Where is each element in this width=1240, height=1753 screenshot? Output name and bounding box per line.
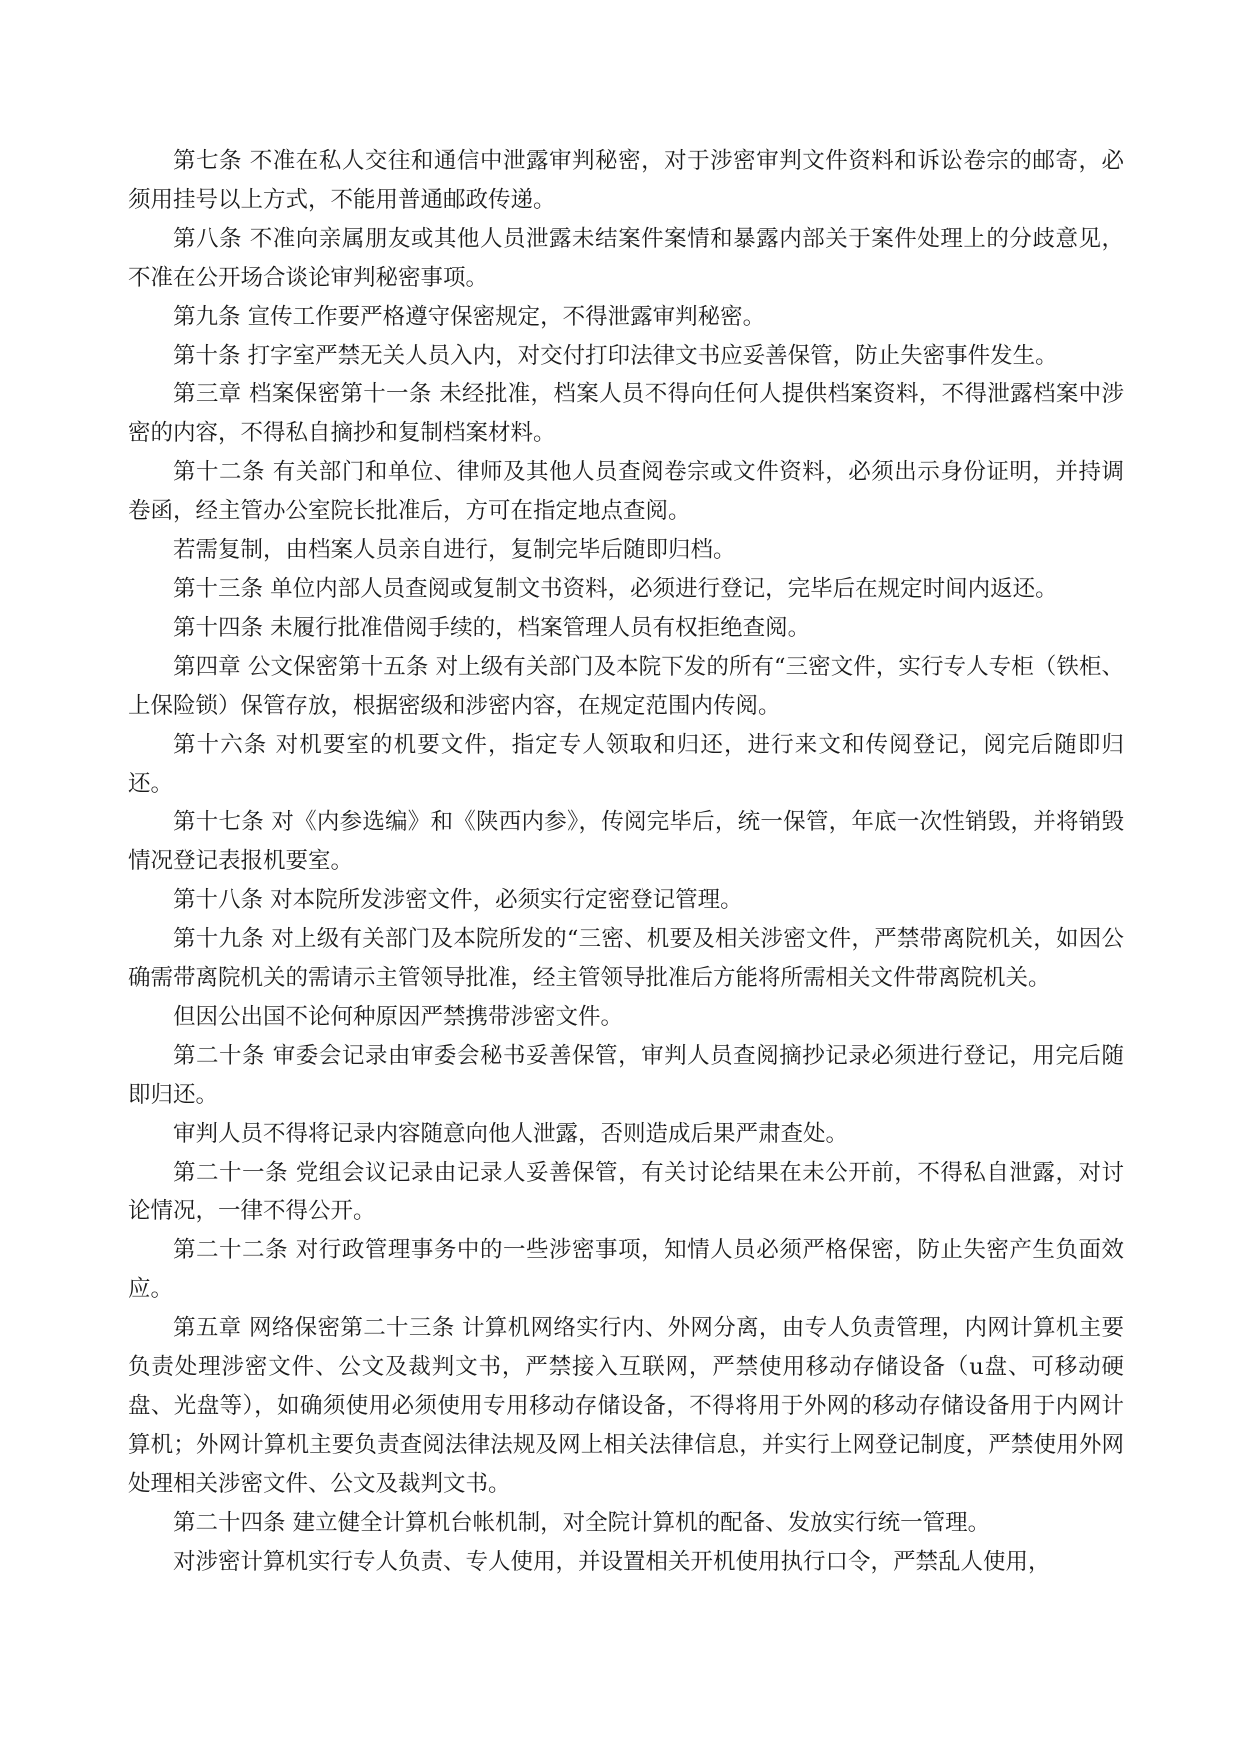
paragraph-article-24: 第二十四条 建立健全计算机台帐机制，对全院计算机的配备、发放实行统一管理。 [173,1509,991,1536]
paragraph-article-13: 第十三条 单位内部人员查阅或复制文书资料，必须进行登记，完毕后在规定时间内返还。 [173,575,1058,602]
paragraph-article-24-computers: 对涉密计算机实行专人负责、专人使用，并设置相关开机使用执行口令，严禁乱人使用， [173,1548,1051,1575]
paragraph-article-21: 第二十一条 党组会议记录由记录人妥善保管，有关讨论结果在未公开前，不得私自泄露，对讨论情况，一律不得公开。 [128,1159,1124,1225]
paragraph-article-18: 第十八条 对本院所发涉密文件，必须实行定密登记管理。 [173,887,743,914]
paragraph-article-19: 第十九条 对上级有关部门及本院所发的“三密、机要及相关涉密文件，严禁带离院机关，如因公确需带离院机关的需请示主管领导批准，经主管领导批准后方能将所需相关文件带离院机关。 [128,926,1124,992]
paragraph-article-9: 第九条 宣传工作要严格遵守保密规定，不得泄露审判秘密。 [173,303,766,330]
paragraph-article-22: 第二十二条 对行政管理事务中的一些涉密事项，知情人员必须严格保密，防止失密产生负面效应。 [128,1237,1124,1303]
document-body [128,142,1124,1582]
paragraph-chapter-4-article-15: 第四章 公文保密第十五条 对上级有关部门及本院下发的所有“三密文件，实行专人专柜（铁柜、上保险锁）保管存放，根据密级和涉密内容，在规定范围内传阅。 [128,653,1124,719]
paragraph-article-12-copy: 若需复制，由档案人员亲自进行，复制完毕后随即归档。 [173,537,736,564]
paragraph-article-19-abroad: 但因公出国不论何种原因严禁携带涉密文件。 [173,1003,624,1030]
paragraph-chapter-3-article-11: 第三章 档案保密第十一条 未经批准，档案人员不得向任何人提供档案资料，不得泄露档案中涉密的内容，不得私自摘抄和复制档案材料。 [128,381,1124,447]
paragraph-article-17: 第十七条 对《内参选编》和《陕西内参》，传阅完毕后，统一保管，年底一次性销毁，并将销毁情况登记表报机要室。 [128,809,1124,875]
paragraph-article-7: 第七条 不准在私人交往和通信中泄露审判秘密，对于涉密审判文件资料和诉讼卷宗的邮寄，必须用挂号以上方式，不能用普通邮政传递。 [128,148,1124,213]
paragraph-article-16: 第十六条 对机要室的机要文件，指定专人领取和归还，进行来文和传阅登记，阅完后随即归还。 [128,731,1124,797]
paragraph-article-8: 第八条 不准向亲属朋友或其他人员泄露未结案件案情和暴露内部关于案件处理上的分歧意见，不准在公开场合谈论审判秘密事项。 [128,225,1124,291]
paragraph-article-12: 第十二条 有关部门和单位、律师及其他人员查阅卷宗或文件资料，必须出示身份证明，并持调卷函，经主管办公室院长批准后，方可在指定地点查阅。 [128,459,1124,525]
paragraph-article-10: 第十条 打字室严禁无关人员入内，对交付打印法律文书应妥善保管，防止失密事件发生。 [173,342,1058,369]
paragraph-article-14: 第十四条 未履行批准借阅手续的，档案管理人员有权拒绝查阅。 [173,614,811,641]
paragraph-article-20: 第二十条 审委会记录由审委会秘书妥善保管，审判人员查阅摘抄记录必须进行登记，用完后随即归还。 [128,1042,1124,1108]
paragraph-chapter-5-article-23: 第五章 网络保密第二十三条 计算机网络实行内、外网分离，由专人负责管理，内网计算机主要负责处理涉密文件、公文及裁判文书，严禁接入互联网，严禁使用移动存储设备（u盘、可移动硬盘、光盘等），如确须使用必须使用专用移动存储设备，不得将用于外网的移动存储设备用于内网计算机；外网计算机主要负责查阅法律法规及网上相关法律信息，并实行上网登记制度，严禁使用外网处理相关涉密文件、公文及裁判文书。 [128,1315,1124,1497]
paragraph-article-20-disclosure: 审判人员不得将记录内容随意向他人泄露，否则造成后果严肃查处。 [173,1120,849,1147]
